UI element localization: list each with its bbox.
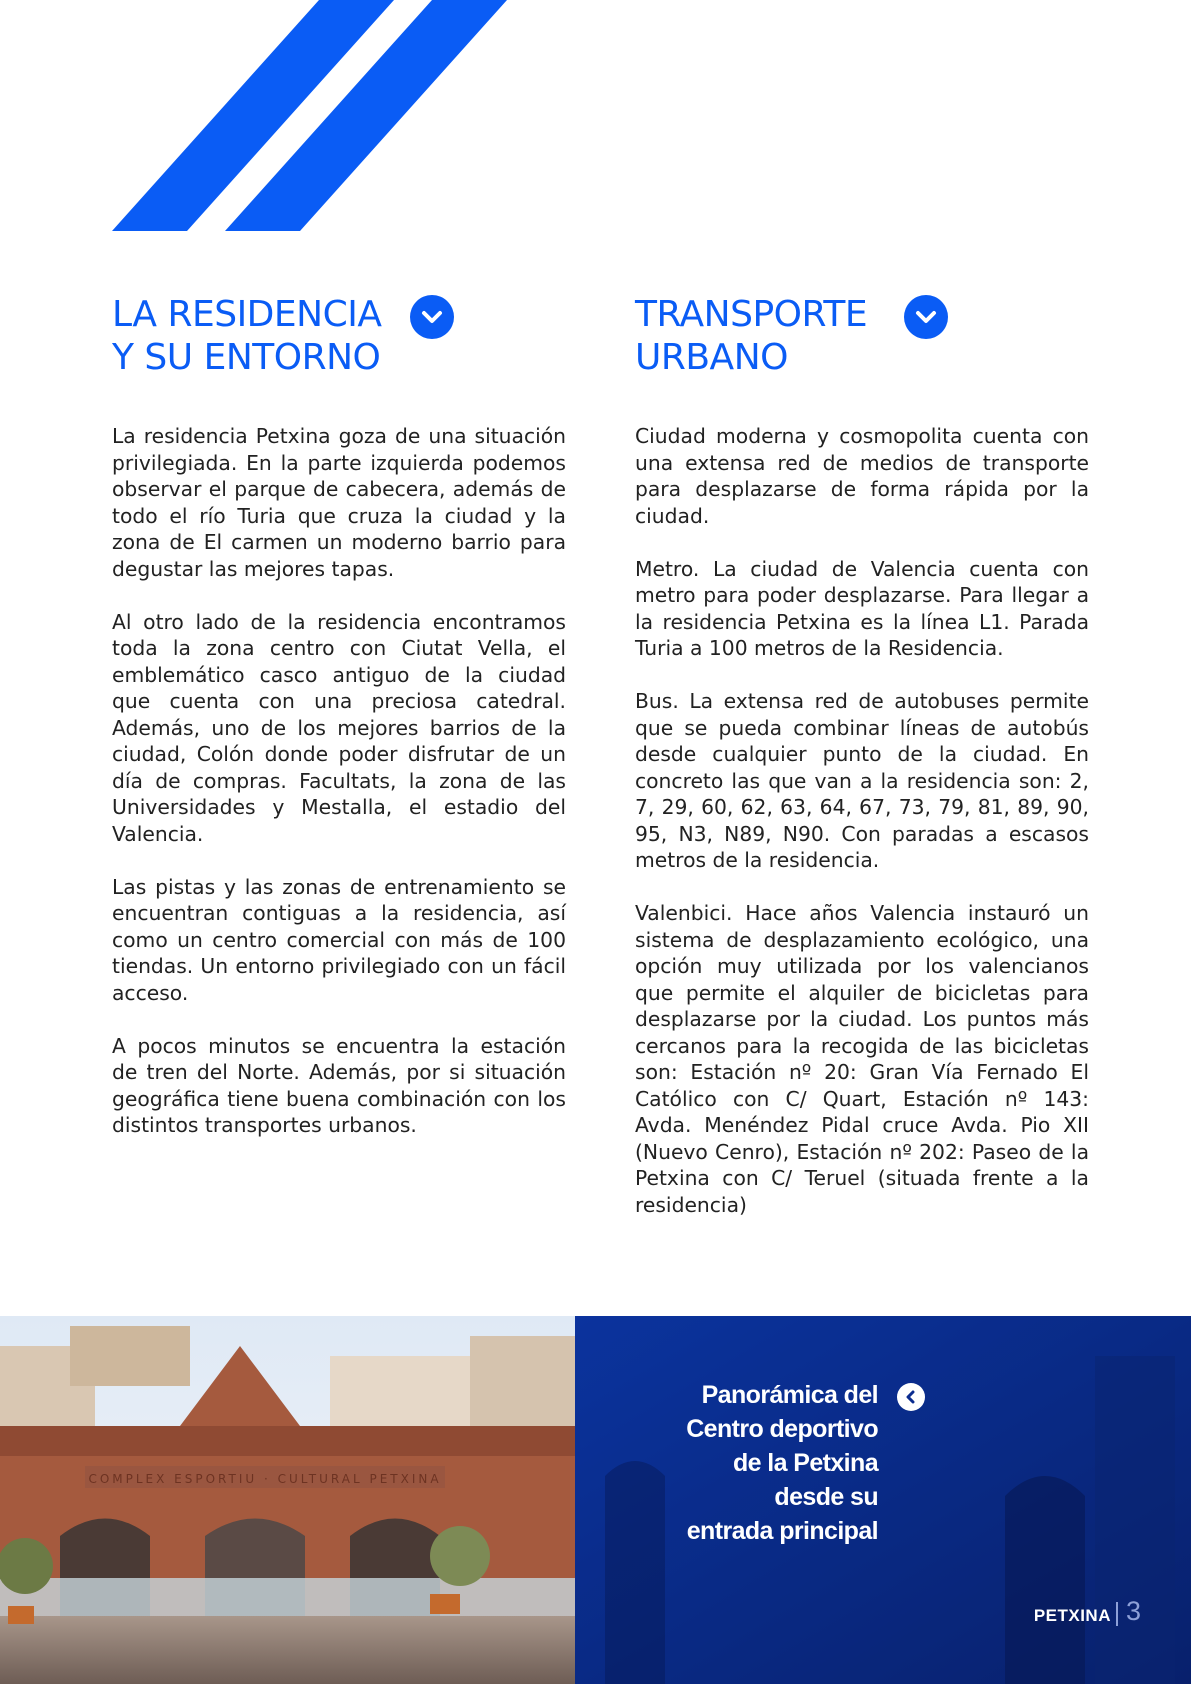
right-heading-line-2: URBANO [635, 337, 788, 378]
left-heading [112, 293, 381, 379]
footer-separator [1116, 1602, 1118, 1626]
left-paragraph-2: Al otro lado de la residencia encontramos toda la zona centro con Ciutat Vella, el emblemático casco antiguo de la ciudad que cuenta con una preciosa catedral. Además, uno de los mejores barrios de la ciudad, Colón donde poder disfrutar de un día de compras. Facultats, la zona de las Universidades y Mestalla, el estadio del Valencia. [112, 609, 566, 846]
caption-line-3: de la Petxina [732, 1449, 878, 1477]
right-paragraph-3: Bus. La extensa red de autobuses permite que se pueda combinar líneas de autobús desde cualquier punto de la ciudad. En concreto las que van a la residencia son: 2, 7, 29, 60, 62, 63, 64, 67, 73, 79, 81, 89, 90, 95, N3, N89, N90. Con paradas a escasos metros de la residencia. [635, 689, 1089, 872]
building-sign-text: COMPLEX ESPORTIU · CULTURAL PETXINA [88, 1472, 442, 1486]
footer-brand: PETXINA [1033, 1606, 1111, 1625]
right-heading [635, 293, 867, 379]
left-paragraph-1: La residencia Petxina goza de una situación privilegiada. En la parte izquierda podemos observar el parque de cabecera, además de todo el río Turia que cruza la ciudad y la zona de El carmen un moderno barrio para degustar las mejores tapas. [112, 424, 566, 581]
caption-line-1: Panorámica del [701, 1381, 878, 1409]
right-paragraph-2: Metro. La ciudad de Valencia cuenta con metro para poder desplazarse. Para llegar a la residencia Petxina es la línea L1. Parada Turia a 100 metros de la Residencia. [635, 556, 1089, 660]
chevron-left-icon [904, 1390, 918, 1404]
caption-line-5: entrada principal [686, 1517, 878, 1545]
left-heading-line-2: Y SU ENTORNO [112, 337, 381, 378]
right-paragraph-1: Ciudad moderna y cosmopolita cuenta con una extensa red de medios de transporte para desplazarse de forma rápida por la ciudad. [635, 424, 1089, 528]
photo-banner [0, 1316, 1191, 1684]
left-expand-button[interactable] [410, 295, 454, 339]
caption-line-2: Centro deportivo [686, 1415, 878, 1443]
caption-back-button[interactable] [897, 1383, 925, 1411]
caption-line-4: desde su [774, 1483, 878, 1511]
photo-caption [638, 1378, 878, 1548]
left-body [112, 423, 566, 1165]
building-photo [0, 1316, 575, 1684]
left-paragraph-4: A pocos minutos se encuentra la estación de tren del Norte. Además, por si situación geográfica tiene buena combinación con los distintos transportes urbanos. [112, 1033, 566, 1137]
decorative-stripes [0, 0, 520, 240]
chevron-down-icon [915, 310, 937, 324]
right-heading-line-1: TRANSPORTE [635, 294, 868, 335]
page-number: 3 [1126, 1596, 1142, 1626]
left-heading-line-1: LA RESIDENCIA [112, 294, 382, 335]
right-body [635, 423, 1089, 1245]
chevron-down-icon [421, 310, 443, 324]
right-paragraph-4: Valenbici. Hace años Valencia instauró un sistema de desplazamiento ecológico, una opción muy utilizada por los valencianos que permite el alquiler de bicicletas para desplazarse por la ciudad. Los puntos más cercanos para la recogida de las bicicletas son: Estación nº 20: Gran Vía Fernado El Católico con C/ Quart, Estación nº 143: Avda. Menéndez Pidal cruce Avda. Pio XII (Nuevo Cenro), Estación nº 202: Paseo de la Petxina con C/ Teruel (situada frente a la residencia) [635, 901, 1089, 1217]
right-expand-button[interactable] [904, 295, 948, 339]
left-paragraph-3: Las pistas y las zonas de entrenamiento se encuentran contiguas a la residencia, así como un centro comercial con más de 100 tiendas. Un entorno privilegiado con un fácil acceso. [112, 874, 566, 1005]
